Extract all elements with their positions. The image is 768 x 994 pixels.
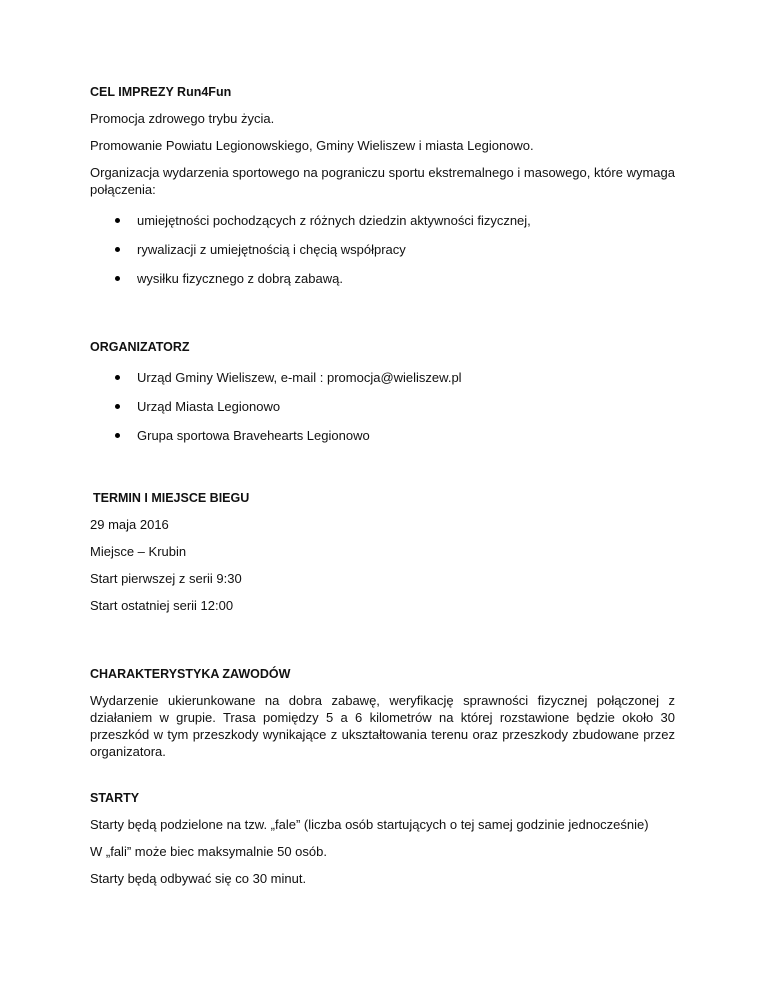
section-heading-starty: STARTY <box>90 791 140 805</box>
list-item-text: wysiłku fizycznego z dobrą zabawą. <box>137 271 343 286</box>
starty-line-1: Starty będą podzielone na tzw. „fale” (liczba osób startujących o tej samej godzinie jednocześnie) <box>90 817 649 832</box>
list-item <box>90 241 675 258</box>
list-item <box>90 212 675 229</box>
cel-paragraph-1: Promocja zdrowego trybu życia. <box>90 111 275 126</box>
termin-line-last-start: Start ostatniej serii 12:00 <box>90 598 234 613</box>
section-heading-char: CHARAKTERYSTYKA ZAWODÓW <box>90 667 291 681</box>
cel-paragraph-3: Organizacja wydarzenia sportowego na pograniczu sportu ekstremalnego i masowego, które wymaga połączenia: <box>90 165 675 197</box>
bullet-icon <box>115 247 120 252</box>
bullet-icon <box>115 218 120 223</box>
list-item <box>90 270 675 287</box>
termin-line-first-start: Start pierwszej z serii 9:30 <box>90 571 242 586</box>
list-item <box>90 369 675 386</box>
section-heading-termin: TERMIN I MIEJSCE BIEGU <box>93 491 250 505</box>
list-item <box>90 398 675 415</box>
termin-line-place: Miejsce – Krubin <box>90 544 187 559</box>
section-heading-cel: CEL IMPREZY Run4Fun <box>90 85 232 99</box>
list-item-text: umiejętności pochodzących z różnych dziedzin aktywności fizycznej, <box>137 213 531 228</box>
bullet-icon <box>115 375 120 380</box>
starty-line-2: W „fali” może biec maksymalnie 50 osób. <box>90 844 327 859</box>
starty-line-3: Starty będą odbywać się co 30 minut. <box>90 871 307 886</box>
cel-paragraph-2: Promowanie Powiatu Legionowskiego, Gminy Wieliszew i miasta Legionowo. <box>90 138 534 153</box>
list-item-text: Urząd Miasta Legionowo <box>137 399 281 414</box>
char-paragraph: Wydarzenie ukierunkowane na dobra zabawę, weryfikację sprawności fizycznej połączonej z działaniem w grupie. Trasa pomiędzy 5 a 6 kilometrów na której rozstawione będzie około 30 przeszkód w tym przeszkody wynikające z ukształtowania terenu oraz przeszkody zbudowane przez organizatora. <box>90 693 675 759</box>
cel-bullet-list <box>90 212 675 287</box>
bullet-icon <box>115 404 120 409</box>
list-item <box>90 427 675 444</box>
bullet-icon <box>115 276 120 281</box>
document-body <box>90 84 675 897</box>
bullet-icon <box>115 433 120 438</box>
org-bullet-list <box>90 369 675 444</box>
list-item-text: Urząd Gminy Wieliszew, e-mail : promocja@wieliszew.pl <box>137 370 462 385</box>
list-item-text: Grupa sportowa Bravehearts Legionowo <box>137 428 370 443</box>
section-heading-org: ORGANIZATORZ <box>90 340 190 354</box>
termin-line-date: 29 maja 2016 <box>90 517 169 532</box>
list-item-text: rywalizacji z umiejętnością i chęcią współpracy <box>137 242 406 257</box>
